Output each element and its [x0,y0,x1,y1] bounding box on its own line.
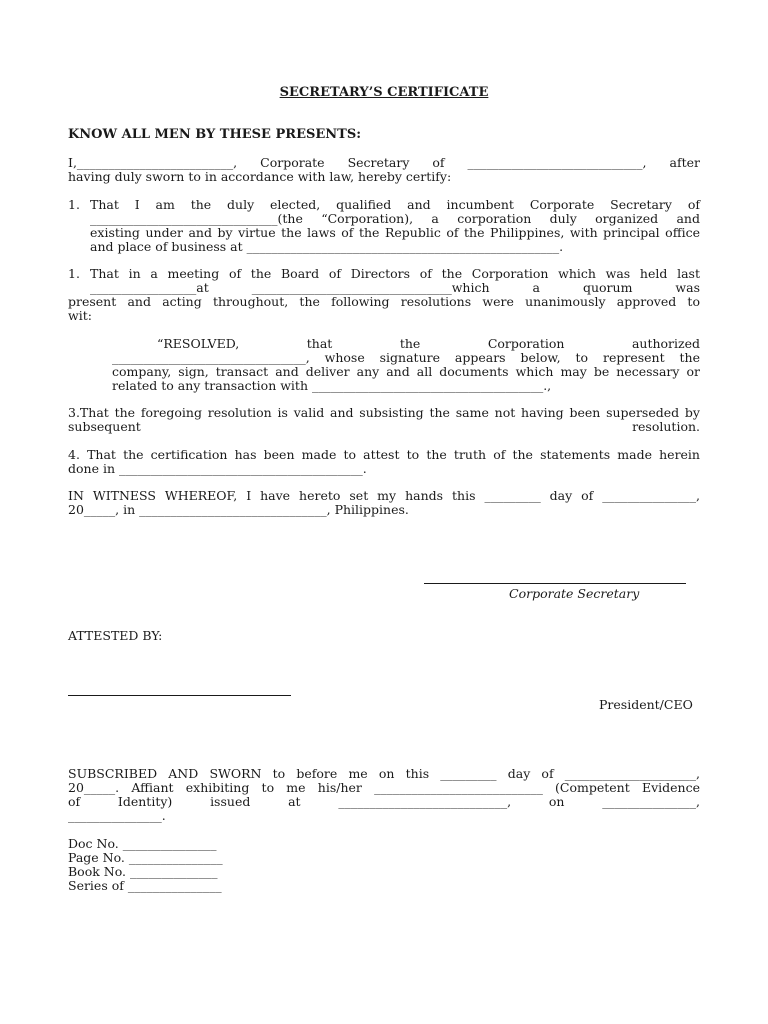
series-of-field: Series of _______________ [68,878,222,893]
subscribed-line-1: SUBSCRIBED AND SWORN to before me on this _________ day of _____________________, [68,766,700,781]
item-1-line-2: ______________________________(the “Corporation), a corporation duly organized and [90,211,700,226]
corporate-secretary-label: Corporate Secretary [509,586,640,601]
item-1-line-3: existing under and by virtue the laws of the Republic of the Philippines, with principal office [90,225,700,240]
item-4-line-1: 4. That the certification has been made to attest to the truth of the statements made herein [68,447,700,462]
document-title: SECRETARY’S CERTIFICATE [279,85,489,100]
item-2-number: 1. [68,266,80,281]
item-3-line-2: subsequent resolution. [68,419,700,434]
item-2-line-1: That in a meeting of the Board of Directors of the Corporation which was held last [90,266,700,281]
page-no-field: Page No. _______________ [68,850,223,865]
item-2-line-3: present and acting throughout, the following resolutions were unanimously approved to [68,294,700,309]
subscribed-line-2: 20_____. Affiant exhibiting to me his/her ___________________________ (Competent Evidence [68,780,700,795]
resolution-line-1: “RESOLVED, that the Corporation authorized [157,336,700,351]
witness-line-1: IN WITNESS WHEREOF, I have hereto set my hands this _________ day of _______________, [68,488,700,503]
item-1-line-4: and place of business at __________________________________________________. [90,239,564,254]
book-no-field: Book No. ______________ [68,864,218,879]
attested-by-label: ATTESTED BY: [68,628,163,643]
witness-line-2: 20_____, in ______________________________, Philippines. [68,502,409,517]
intro-line-1: I,_________________________, Corporate Secretary of ____________________________, after [68,155,700,170]
item-1-line-1: That I am the duly elected, qualified and incumbent Corporate Secretary of [90,197,700,212]
subscribed-line-3: of Identity) issued at ___________________________, on _______________, [68,794,700,809]
item-3-line-1: 3.That the foregoing resolution is valid and subsisting the same not having been superseded by [68,405,700,420]
know-all-men-heading: KNOW ALL MEN BY THESE PRESENTS: [68,127,362,142]
item-2-line-4: wit: [68,308,92,323]
resolution-line-3: company, sign, transact and deliver any and all documents which may be necessary or [112,364,700,379]
president-ceo-label: President/CEO [599,697,693,712]
intro-line-2: having duly sworn to in accordance with law, hereby certify: [68,169,452,184]
resolution-line-2: _______________________________, whose signature appears below, to represent the [112,350,700,365]
secretary-signature-line [424,583,686,584]
item-4-line-2: done in _______________________________________. [68,461,367,476]
subscribed-line-4: _______________. [68,808,166,823]
president-signature-line [68,695,291,696]
resolution-line-4: related to any transaction with _____________________________________., [112,378,552,393]
doc-no-field: Doc No. _______________ [68,836,217,851]
item-1-number: 1. [68,197,80,212]
item-2-line-2: _________________at ________________________________which a quorum was [90,280,700,295]
